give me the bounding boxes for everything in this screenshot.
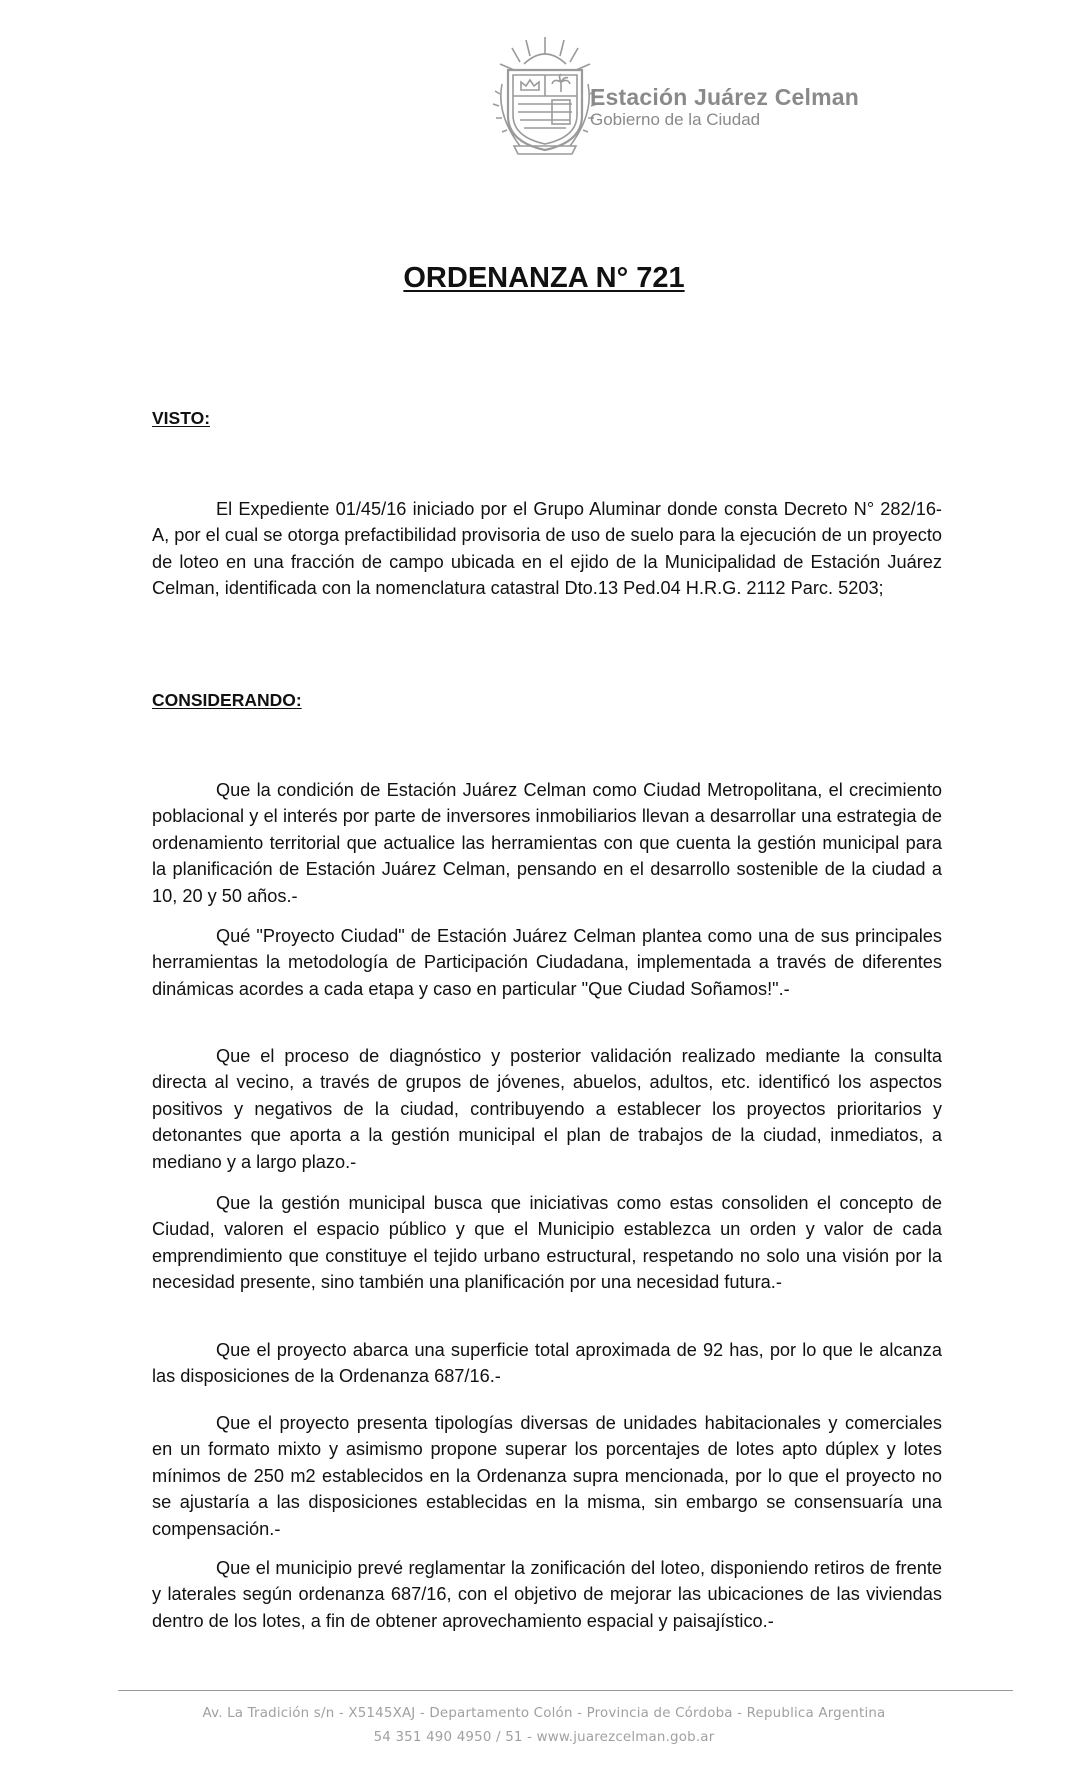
considerando-heading: CONSIDERANDO: xyxy=(152,690,302,710)
visto-heading: VISTO: xyxy=(152,408,211,428)
considerando-paragraph-3: Que el proceso de diagnóstico y posterior validación realizado mediante la consulta directa al vecino, a través de grupos de jóvenes, abuelos, adultos, etc. identificó los aspectos positivos y negativos de la ciudad, contribuyendo a establecer los proyectos prioritarios y detonantes que aporta a la gestión municipal el plan de trabajos de la ciudad, inmediatos, a mediano y a largo plazo.- xyxy=(152,1046,942,1172)
considerando-paragraph-5: Que el proyecto abarca una superficie total aproximada de 92 has, por lo que le alcanza las disposiciones de la Ordenanza 687/16.- xyxy=(152,1340,942,1387)
visto-paragraph: El Expediente 01/45/16 iniciado por el Grupo Aluminar donde consta Decreto N° 282/16-A, por el cual se otorga prefactibilidad provisoria de uso de suelo para la ejecución de un proyecto de loteo en una fracción de campo ubicada en el ejido de la Municipalidad de Estación Juárez Celman, identificada con la nomenclatura catastral Dto.13 Ped.04 H.R.G. 2112 Parc. 5203; xyxy=(152,499,942,599)
organization-subtitle: Gobierno de la Ciudad xyxy=(590,110,761,129)
organization-name-block xyxy=(590,84,859,130)
footer-divider xyxy=(118,1690,1013,1691)
considerando-paragraph-7: Que el municipio prevé reglamentar la zonificación del loteo, disponiendo retiros de frente y laterales según ordenanza 687/16, con el objetivo de mejorar las ubicaciones de las viviendas dentro de los lotes, a fin de obtener aprovechamiento espacial y paisajístico.- xyxy=(152,1558,942,1631)
organization-name: Estación Juárez Celman xyxy=(590,84,860,110)
municipal-coat-of-arms-icon xyxy=(490,34,600,159)
considerando-paragraph-2: Qué "Proyecto Ciudad" de Estación Juárez Celman plantea como una de sus principales herramientas la metodología de Participación Ciudadana, implementada a través de diferentes dinámicas acordes a cada etapa y caso en particular "Que Ciudad Soñamos!".- xyxy=(152,926,942,999)
considerando-paragraph-6: Que el proyecto presenta tipologías diversas de unidades habitacionales y comerciales en un formato mixto y asimismo propone superar los porcentajes de lotes apto dúplex y lotes mínimos de 250 m2 establecidos en la Ordenanza supra mencionada, por lo que el proyecto no se ajustaría a las disposiciones establecidas en la misma, sin embargo se consensuaría una compensación.- xyxy=(152,1413,942,1539)
footer-contact: 54 351 490 4950 / 51 - www.juarezcelman.gob.ar xyxy=(373,1730,715,1745)
considerando-paragraph-1: Que la condición de Estación Juárez Celman como Ciudad Metropolitana, el crecimiento poblacional y el interés por parte de inversores inmobiliarios llevan a desarrollar una estrategia de ordenamiento territorial que actualice las herramientas con que cuenta la gestión municipal para la planificación de Estación Juárez Celman, pensando en el desarrollo sostenible de la ciudad a 10, 20 y 50 años.- xyxy=(152,780,942,906)
letterhead xyxy=(490,34,890,164)
footer-address: Av. La Tradición s/n - X5145XAJ - Departamento Colón - Provincia de Córdoba - Republica Argentina xyxy=(202,1706,886,1721)
considerando-paragraph-4: Que la gestión municipal busca que iniciativas como estas consoliden el concepto de Ciudad, valoren el espacio público y que el Municipio establezca un orden y valor de cada emprendimiento que constituye el tejido urbano estructural, respetando no solo una visión por la necesidad presente, sino también una planificación por una necesidad futura.- xyxy=(152,1193,942,1293)
document-title: ORDENANZA N° 721 xyxy=(403,262,685,294)
